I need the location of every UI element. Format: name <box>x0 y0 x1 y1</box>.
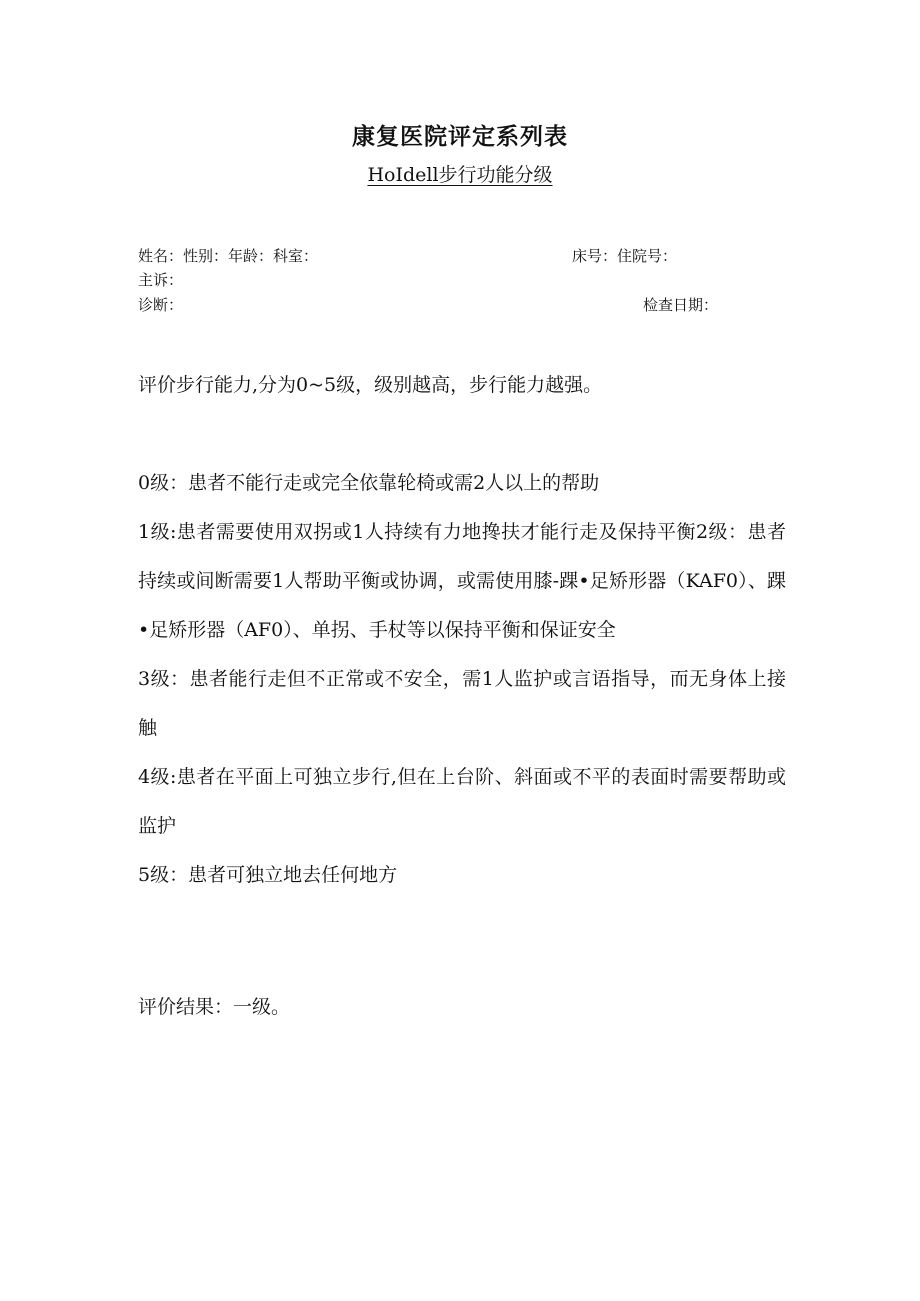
chief-complaint-label: 主诉： <box>138 271 184 289</box>
level-list <box>138 459 786 900</box>
level-4: 4级:患者在平面上可独立步行,但在上台阶、斜面或不平的表面时需要帮助或监护 <box>138 766 786 837</box>
diagnosis-label: 诊断： <box>138 296 184 314</box>
page-subtitle <box>0 160 920 187</box>
level-1-2: 1级:患者需要使用双拐或1人持续有力地搀扶才能行走及保持平衡2级：患者持续或间断需要1人帮助平衡或协调，或需使用膝-踝•足矫形器（KAF0）、踝•足矫形器（AF0）、单拐、手杖等以保持平衡和保证安全 <box>138 521 786 641</box>
subtitle-text: HoIdell步行功能分级 <box>367 164 553 186</box>
level-0: 0级：患者不能行走或完全依靠轮椅或需2人以上的帮助 <box>138 472 600 494</box>
page-title: 康复医院评定系列表 <box>352 124 568 150</box>
evaluation-result: 评价结果：一级。 <box>138 996 291 1018</box>
bed-admission-label: 床号：住院号： <box>572 247 678 265</box>
level-3: 3级：患者能行走但不正常或不安全，需1人监护或言语指导，而无身体上接触 <box>138 668 786 739</box>
patient-basic-info-label: 姓名：性别：年龄：科室： <box>138 247 319 265</box>
level-5: 5级：患者可独立地去任何地方 <box>138 864 398 886</box>
intro-text: 评价步行能力,分为0~5级，级别越高，步行能力越强。 <box>138 374 603 396</box>
exam-date-label: 检查日期： <box>643 296 719 314</box>
